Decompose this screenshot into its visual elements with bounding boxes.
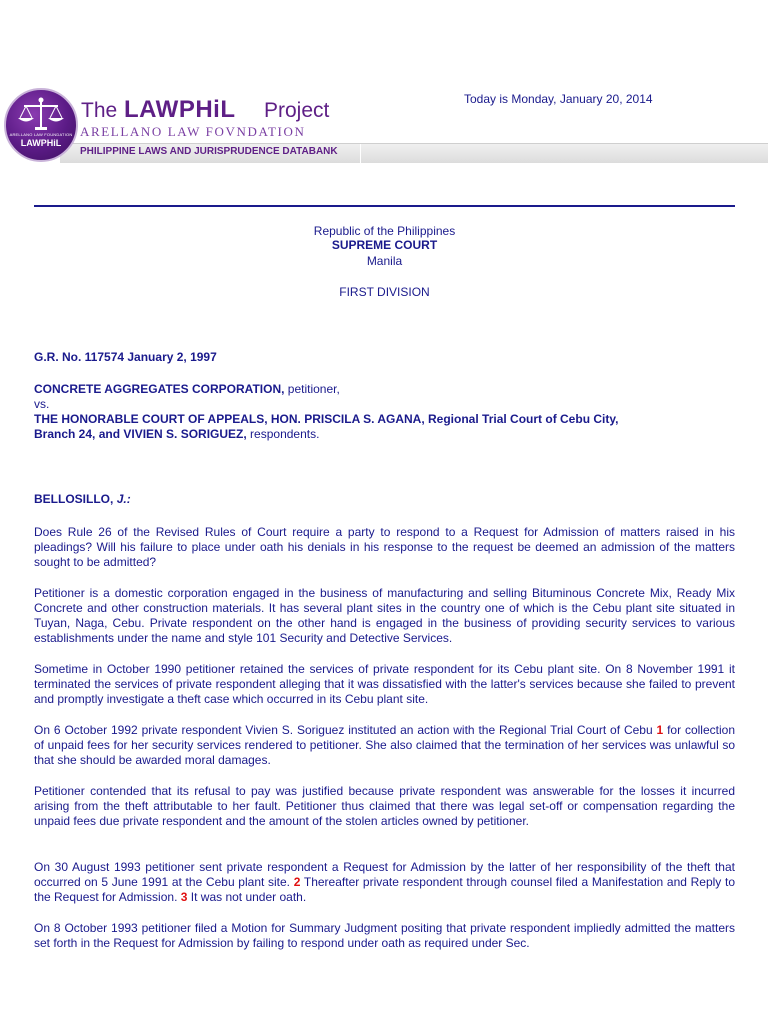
site-title-the: The	[81, 99, 118, 122]
paragraph-2: Petitioner is a domestic corporation engaged in the business of manufacturing and selling Bituminous Concrete Mix, Ready Mix Concrete and other construction materials. It has several plant sites in the country one of which is the Cebu plant site situated in Tuyan, Naga, Cebu. Private respondent on the other hand is engaged in the business of providing security services to various establishments under the name and style 101 Security and Detective Services.	[34, 586, 735, 645]
logo-wordmark: LAWPHiL	[20, 138, 62, 148]
paragraph-4-text-b: for collection of unpaid fees for her security services rendered to petitioner. She also claimed that the termination of her services was unlawful so that she should be awarded moral damages.	[34, 723, 735, 767]
footnote-link-1[interactable]: 1	[656, 723, 664, 737]
paragraph-5: Petitioner contended that its refusal to pay was justified because private respondent was answerable for the losses it incurred arising from the theft attributable to her fault. Petitioner thus claimed that there was legal set-off or compensation regarding the unpaid fees due private respondent and the amount of the stolen articles owned by petitioner.	[34, 784, 735, 828]
paragraph-6-text-b: Thereafter private respondent through counsel filed a Manifestation and Reply to the Request for Admission.	[34, 875, 736, 904]
versus: vs.	[34, 397, 50, 411]
paragraph-4	[34, 723, 735, 768]
paragraph-4-text-a: On 6 October 1992 private respondent Vivien S. Soriguez instituted an action with the Regional Trial Court of Cebu	[34, 723, 657, 737]
logo-foundation-text: ARELLANO LAW FOUNDATION	[9, 132, 73, 137]
respondents-names: Branch 24, and VIVIEN S. SORIGUEZ,	[34, 427, 247, 441]
respondents-role: respondents.	[246, 427, 320, 441]
paragraph-6-text-c: It was not under oath.	[187, 890, 307, 904]
header-divider	[34, 205, 735, 207]
paragraph-6-text-a: On 30 August 1993 petitioner sent private respondent a Request for Admission by the latter of her responsibility of the theft that occurred on 5 June 1991 at the Cebu plant site.	[34, 860, 735, 889]
court-division: FIRST DIVISION	[339, 285, 430, 299]
petitioner-name: CONCRETE AGGREGATES CORPORATION,	[34, 382, 285, 396]
paragraph-3: Sometime in October 1990 petitioner retained the services of private respondent for its Cebu plant site. On 8 November 1991 it terminated the services of private respondent alleging that it was dissatisfied with the latter's services because she failed to prevent and promptly investigate a theft case which occurred in its Cebu plant site.	[34, 662, 735, 706]
court-city: Manila	[366, 254, 403, 268]
paragraph-1: Does Rule 26 of the Revised Rules of Court require a party to respond to a Request for Admission of matters raised in his pleadings? Will his failure to place under oath his denials in his response to the request be deemed an admission of the matters sought to be admitted?	[34, 525, 735, 569]
bar-separator	[360, 144, 361, 163]
respondents-line-2	[34, 427, 735, 442]
foundation-name: ARELLANO LAW FOVNDATION	[80, 124, 306, 139]
respondents-line-1: THE HONORABLE COURT OF APPEALS, HON. PRISCILA S. AGANA, Regional Trial Court of Cebu City,	[34, 412, 619, 426]
republic-line: Republic of the Philippines	[313, 224, 456, 238]
petitioner-line	[34, 382, 735, 397]
ponente-title: J.:	[116, 492, 131, 506]
databank-label: PHILIPPINE LAWS AND JURISPRUDENCE DATABANK	[80, 146, 338, 157]
paragraph-7: On 8 October 1993 petitioner filed a Motion for Summary Judgment positing that private respondent impliedly admitted the matters set forth in the Request for Admission by failing to respond under oath as required under Sec.	[34, 921, 735, 950]
ponente-name: BELLOSILLO,	[34, 492, 114, 506]
site-title-project: Project	[264, 99, 330, 122]
paragraph-6	[34, 860, 735, 905]
footnote-link-2[interactable]: 2	[293, 875, 301, 889]
case-number: G.R. No. 117574 January 2, 1997	[34, 350, 217, 364]
footnote-link-3[interactable]: 3	[180, 890, 188, 904]
petitioner-role: petitioner,	[284, 382, 340, 396]
ponente	[34, 492, 735, 507]
site-title-lawphil[interactable]: LAWPHiL	[124, 96, 236, 123]
lawphil-logo[interactable]	[4, 88, 78, 162]
today-date: Today is Monday, January 20, 2014	[464, 92, 653, 106]
scales-of-justice-icon	[6, 90, 76, 160]
court-name: SUPREME COURT	[331, 238, 438, 252]
